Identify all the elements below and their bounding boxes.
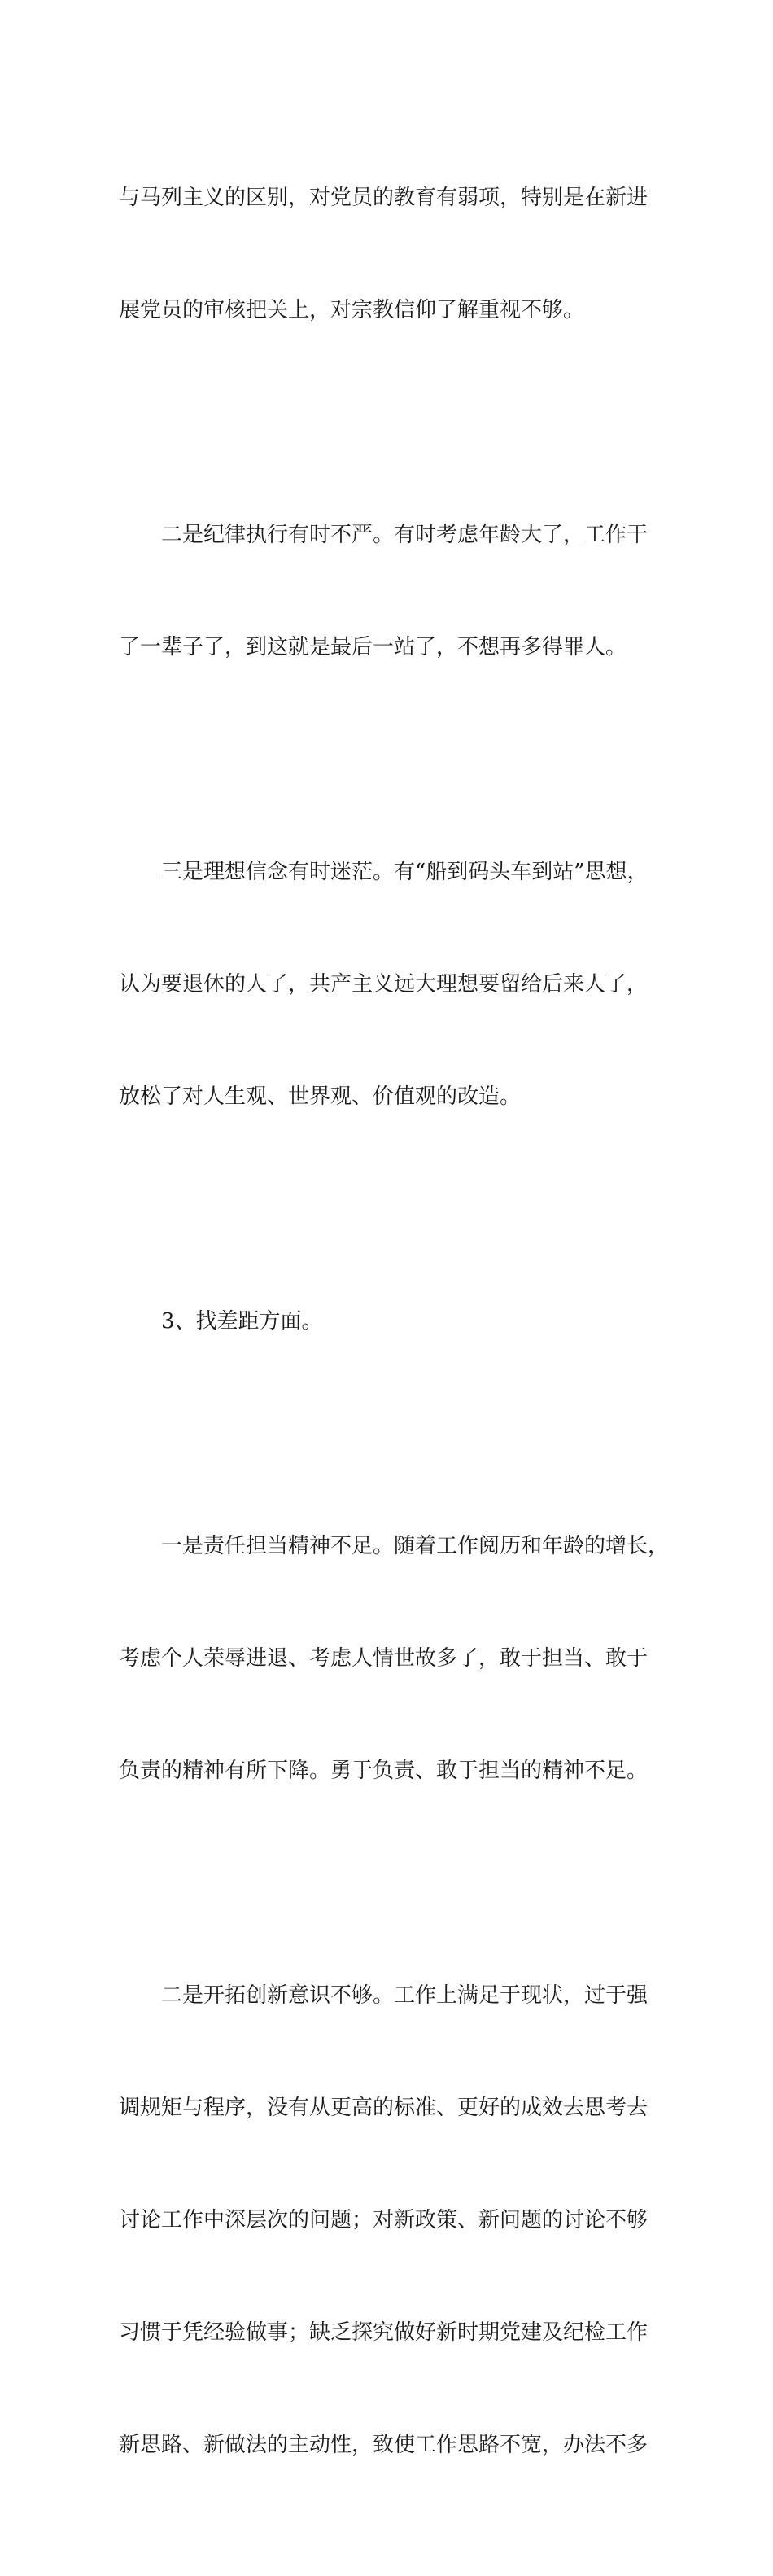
text-line: 3、找差距方面。 [161, 1309, 323, 1334]
text-line: 认为要退休的人了，共产主义远大理想要留给后来人了， [119, 972, 649, 997]
paragraph-innovation [119, 1902, 664, 2539]
text-line: 二是纪律执行有时不严。有时考虑年龄大了，工作干 [161, 523, 649, 547]
text-line: 一是责任担当精神不足。随着工作阅历和年龄的增长， [161, 1534, 670, 1558]
text-line: 习惯于凭经验做事；缺乏探究做好新时期党建及纪检工作 [119, 2320, 649, 2345]
text-line: 与马列主义的区别，对党员的教育有弱项，特别是在新进 [119, 186, 649, 210]
text-line: 放松了对人生观、世界观、价值观的改造。 [119, 1084, 522, 1109]
text-line: 了一辈子了，到这就是最后一站了，不想再多得罪人。 [119, 635, 627, 659]
text-line: 负责的精神有所下降。勇于负责、敢于担当的精神不足。 [119, 1759, 649, 1783]
text-line: 考虑个人荣辱进退、考虑人情世故多了，敢于担当、敢于 [119, 1646, 649, 1671]
document-body [119, 104, 670, 2576]
text-line: 三是理想信念有时迷茫。有“船到码头车到站”思想， [161, 860, 649, 884]
paragraph-discipline [119, 441, 664, 741]
text-line: 新思路、新做法的主动性，致使工作思路不宽，办法不多 [119, 2433, 649, 2457]
section-heading [119, 1228, 664, 1415]
paragraph-continuation [119, 104, 664, 404]
text-line: 讨论工作中深层次的问题；对新政策、新问题的讨论不够 [119, 2208, 649, 2232]
paragraph-responsibility [119, 1452, 670, 1864]
text-line: 展党员的审核把关上，对宗教信仰了解重视不够。 [119, 298, 585, 322]
paragraph-ideals [119, 778, 664, 1190]
text-line: 调规矩与程序，没有从更高的标准、更好的成效去思考去 [119, 2096, 649, 2120]
text-line: 二是开拓创新意识不够。工作上满足于现状，过于强 [161, 1983, 649, 2008]
